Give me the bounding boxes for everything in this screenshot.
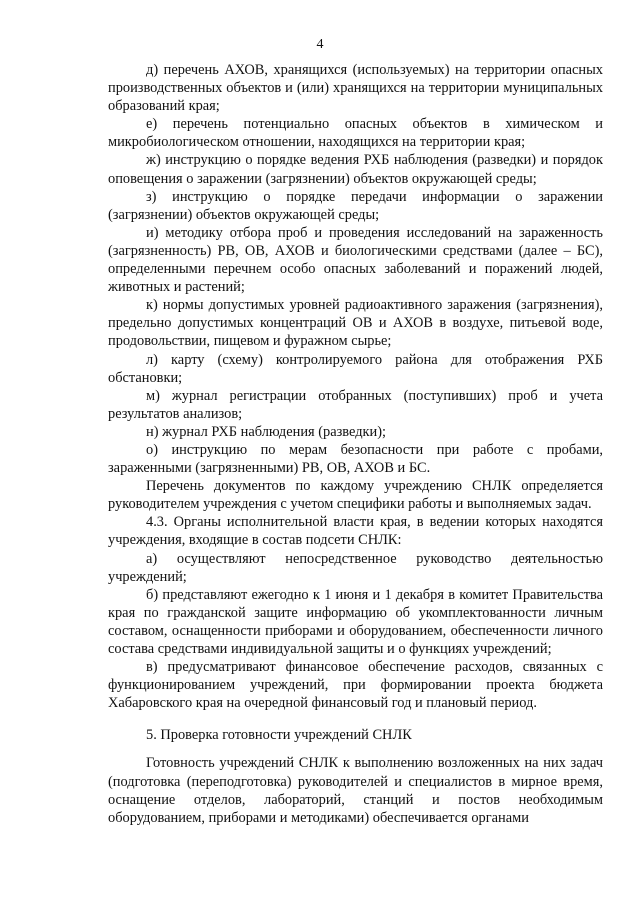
paragraph-item-z: з) инструкцию о порядке передачи информации о заражении (загрязнении) объектов окружающей среды; [108, 188, 603, 223]
paragraph-item-l: л) карту (схему) контролируемого района для отображения РХБ обстановки; [108, 351, 603, 386]
paragraph-item-k: к) нормы допустимых уровней радиоактивного заражения (загрязнения), предельно допустимых концентраций ОВ и АХОВ в воздухе, питьевой воде, продовольствии, пищевом и фуражном сырье; [108, 297, 603, 350]
paragraph-readiness: Готовность учреждений СНЛК к выполнению возложенных на них задач (подготовка (переподготовка) руководителей и специалистов в мирное время, оснащение отделов, лабораторий, станций и постов необходимым оборудованием, приборами и методиками) обеспечивается органами [108, 755, 603, 826]
paragraph-item-m: м) журнал регистрации отобранных (поступивших) проб и учета результатов анализов; [108, 387, 603, 422]
paragraph-item-o: о) инструкцию по мерам безопасности при работе с пробами, зараженными (загрязненными) РВ, ОВ, АХОВ и БС. [108, 441, 603, 477]
paragraph-item-e: е) перечень потенциально опасных объектов в химическом и микробиологическом отношении, находящихся на территории края; [108, 116, 603, 151]
page-number: 4 [316, 37, 324, 52]
paragraph-item-d: д) перечень АХОВ, хранящихся (используемых) на территории опасных производственных объектов и (или) хранящихся на территории муниципальных образований края; [108, 62, 603, 115]
paragraph-item-zh: ж) инструкцию о порядке ведения РХБ наблюдения (разведки) и порядок оповещения о заражении (загрязнении) объектов окружающей среды; [108, 152, 603, 187]
paragraph-section-4-3: 4.3. Органы исполнительной власти края, в ведении которых находятся учреждения, входящие в состав подсети СНЛК: [108, 514, 603, 549]
paragraph-documents-list: Перечень документов по каждому учреждению СНЛК определяется руководителем учреждения с учетом специфики работы и выполняемых задач. [108, 478, 603, 513]
section-heading: 5. Проверка готовности учреждений СНЛК [146, 727, 412, 744]
paragraph-item-i: и) методику отбора проб и проведения исследований на зараженность (загрязненность) РВ, ОВ, АХОВ и биологическими средствами (далее – БС), определенными перечнем особо опасных заболеваний и поражений людей, животных и растений; [108, 224, 603, 296]
paragraph-item-a: а) осуществляют непосредственное руководство деятельностью учреждений; [108, 550, 603, 585]
paragraph-item-n: н) журнал РХБ наблюдения (разведки); [146, 423, 387, 440]
document-body [108, 61, 603, 827]
paragraph-item-b: б) представляют ежегодно к 1 июня и 1 декабря в комитет Правительства края по гражданской защите информацию об укомплектованности личным составом, оснащенности приборами и оборудованием, обеспеченности личного состава средствами индивидуальной защиты и о функциях учреждений; [108, 586, 603, 657]
paragraph-item-v: в) предусматривают финансовое обеспечение расходов, связанных с функционированием учреждений, при формировании проекта бюджета Хабаровского края на очередной финансовый год и плановый период. [108, 659, 603, 712]
